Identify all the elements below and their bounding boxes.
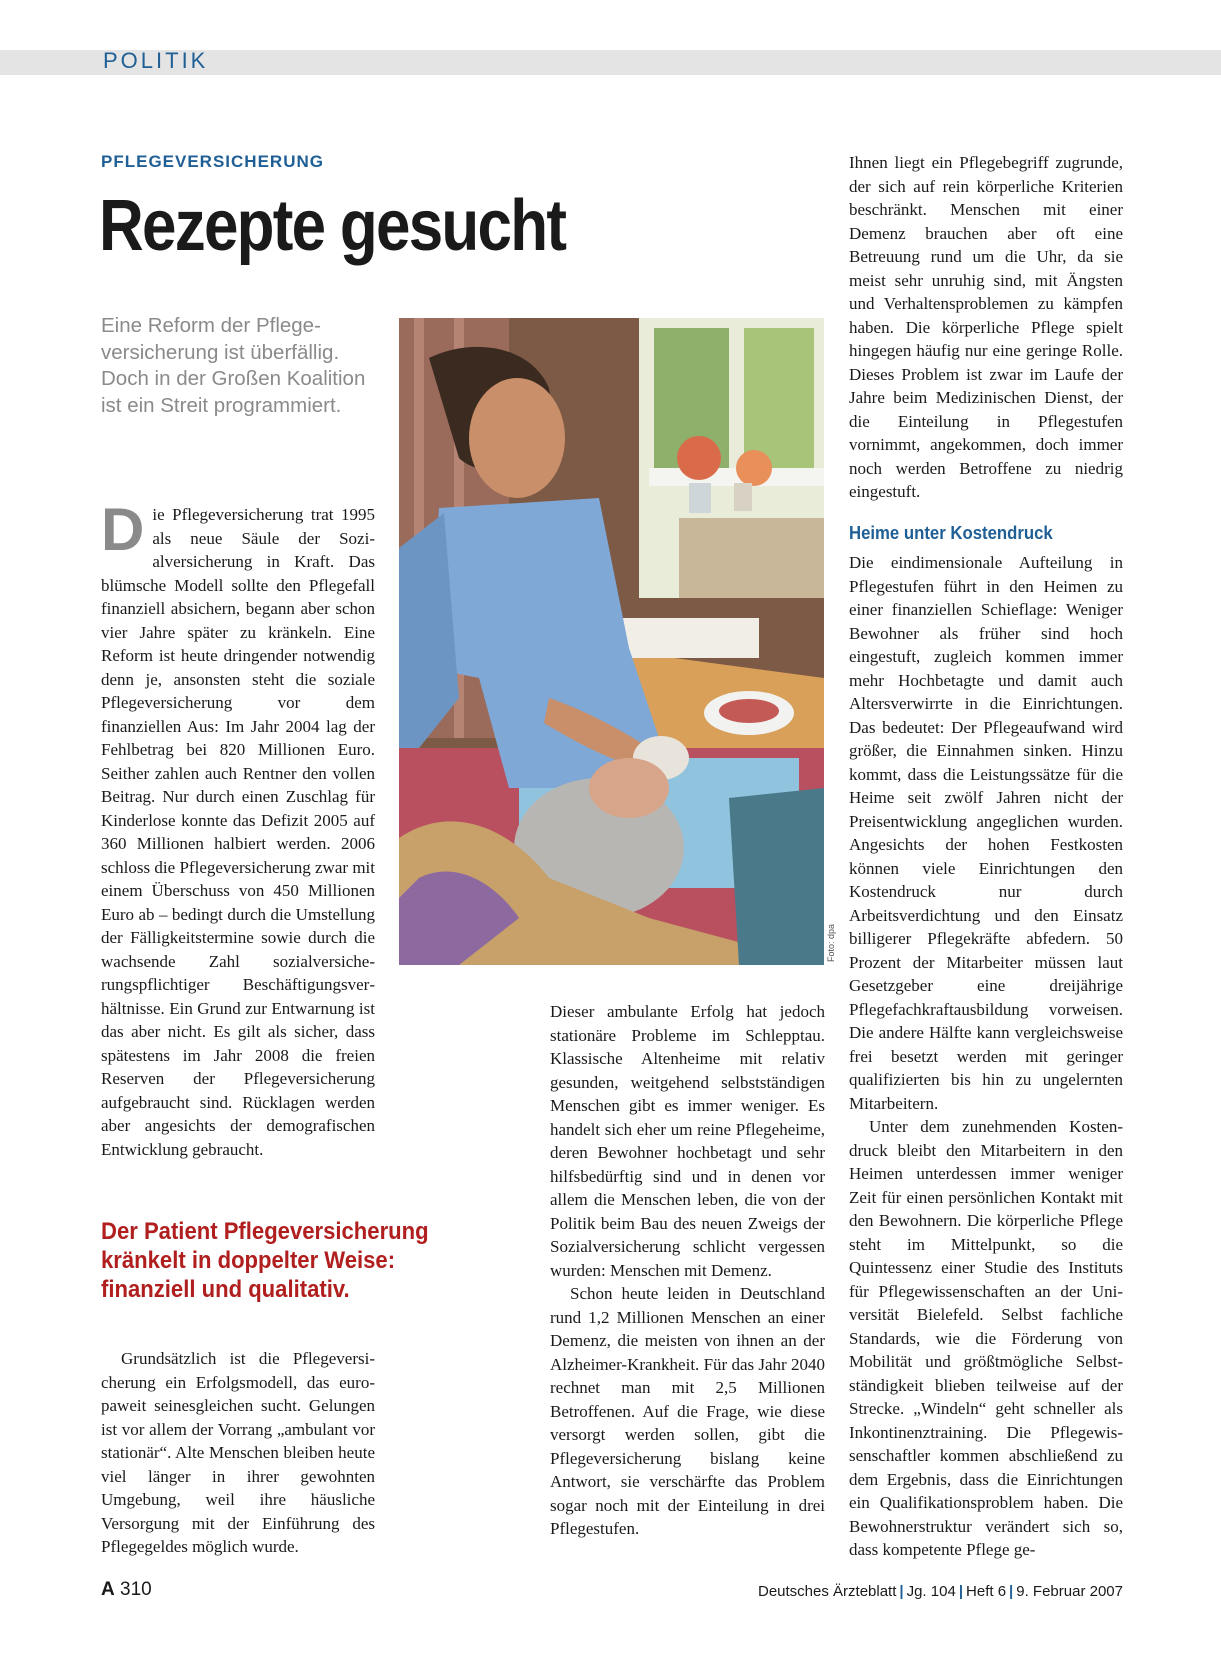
paragraph: ie Pflegeversicherung trat 1995 als neue Säule der Sozialversicherung in Kraft. Das blümsche Modell sollte den Pflegefall finanziell absichern, begann aber schon vier Jahre später zu kränkeln. Eine Reform ist heute dringender notwendig denn je, ansonsten steht die soziale Pflegeversicherung vor dem finanziellen Aus: Im Jahr 2004 lag der Fehlbetrag bei 820 Millionen Euro. Seither zahlen auch Rentner den vollen Beitrag. Nur durch einen Zuschlag für Kinderlose konnte das Defizit 2005 auf 360 Millionen halbiert werden. 2006 schloss die Pflegeversicherung zwar mit einem Überschuss von 450 Millionen Euro ab – bedingt durch die Umstellung der Fälligkeitstermine sowie durch die wachsende Zahl sozialversicherungspflichtiger Beschäftigungsverhältnisse. Ein Grund zur Entwarnung ist das aber nicht. Es gilt als sicher, dass spätestens im Jahr 2008 die freien Reserven der Pflegeversicherung aufgebraucht sind. Rücklagen werden aber angesichts der demografischen Entwicklung gebraucht.	[101, 505, 375, 1159]
article-lead: Eine Reform der Pflegeversicherung ist überfällig. Doch in der Großen Koalition ist ein Streit programmiert.	[101, 314, 366, 417]
section-label: POLITIK	[103, 48, 209, 73]
separator: |	[899, 1583, 904, 1600]
paragraph: Grundsätzlich ist die Pflegeversicherung ein Erfolgsmodell, das europaweit seinesgleichen sucht. Gelungen ist vor allem der Vorrang „ambulant vor stationär“. Alte Menschen bleiben heute viel länger in ihrer gewohnten Umgebung, weil ihre häusliche Versorgung mit der Einführung des Pflegegeldes möglich wurde.	[101, 1349, 375, 1556]
photo-credit: Foto: dpa	[826, 923, 836, 962]
drop-cap: D	[101, 496, 145, 563]
separator: |	[1009, 1583, 1014, 1600]
separator: |	[958, 1583, 964, 1600]
journal-date: 9. Februar 2007	[1016, 1583, 1123, 1600]
publication-info	[758, 1583, 1123, 1600]
column-1-continued	[101, 1347, 375, 1559]
paragraph: Ihnen liegt ein Pflegebegriff zugrunde, der sich auf rein körperliche Kriterien beschränkt. Menschen mit einer Demenz brauchen aber oft eine Betreuung rund um die Uhr, da sie meist sehr unruhig sind, mit Ängsten und Verhaltensproblemen zu kämpfen haben. Die körperliche Pflege spielt hingegen häufig nur eine geringe Rolle. Dieses Problem ist zwar im Laufe der Jahre beim Medizinischen Dienst, der die Einteilung in Pflegestufen vornimmt, angekommen, doch immer noch werden Betroffene zu niedrig eingestuft.	[849, 153, 1123, 501]
page-prefix: A	[101, 1579, 115, 1600]
column-3-continued	[849, 551, 1123, 1562]
article-kicker: PFLEGEVERSICHERUNG	[101, 152, 324, 171]
column-2-body	[550, 1000, 825, 1541]
column-3-body	[849, 151, 1123, 504]
article-headline: Rezepte gesucht	[99, 186, 566, 266]
paragraph: Schon heute leiden in Deutschland rund 1,2 Millionen Menschen an einer Demenz, die meisten von ihnen an der Alzheimer-Krankheit. Für das Jahr 2040 rechnet man mit 2,5 Millionen Betroffenen. Auf die Frage, wie diese versorgt werden sollen, gibt die Pflegeversicherung bislang keine Antwort, sie verschärfte das Problem sogar noch mit der Einteilung in drei Pflegestufen.	[550, 1284, 825, 1538]
paragraph: Die eindimensionale Aufteilung in Pflegestufen führt in den Heimen zu einer finanziellen Schieflage: Weniger Bewohner als früher sind hoch eingestuft, zugleich kommen immer mehr Hochbetagte und damit auch Altersverwirrte in die Einrichtungen. Das bedeutet: Der Pflegeaufwand wird größer, die Einnahmen sinken. Hinzu kommt, dass die Leistungssätze für die Heime seit zwölf Jahren nicht der Preisentwicklung angeglichen wurden. Angesichts der hohen Festkosten können viele Einrichtungen den Kostendruck nur durch Arbeitsverdichtung und den Einsatz billigerer Pflegekräfte abfedern. 50 Prozent der Mitarbeiter müssen laut Gesetzgeber eine dreijährige Pflegefachkraftausbildung vorweisen. Die andere Hälfte kann vergleichsweise frei besetzt werden mit geringer qualifizierten bis hin zu ungelernten Mitarbeitern.	[849, 553, 1123, 1113]
pull-quote: Der Patient Pflegeversicherung kränkelt in doppelter Weise: finanziell und qualitativ.	[101, 1218, 429, 1303]
nurse-feeding-patient-image	[399, 318, 824, 965]
column-1-body	[101, 496, 375, 1161]
page-number-value: 310	[120, 1579, 152, 1600]
paragraph: Unter dem zunehmenden Kostendruck bleibt den Mitarbeitern in den Heimen unterdessen immer weniger Zeit für einen persönlichen Kontakt mit den Bewohnern. Die körperliche Pflege steht im Mittelpunkt, so die Quintessenz einer Studie des Instituts für Pflegewissenschaften an der Universität Bielefeld. Selbst fachliche Standards, wie die Förderung von Mobilität und größtmögliche Selbstständigkeit blieben teilweise auf der Strecke. „Windeln“ geht schneller als Inkontinenztraining. Die Pflegewissenschaftler kommen abschließend zu dem Ergebnis, dass die Einrichtungen ein Qualifikationsproblem haben. Die Bewohnerstruktur verändert sich so, dass kompetente Pflege ge-	[849, 1117, 1123, 1559]
journal-name: Deutsches Ärzteblatt	[757, 1583, 897, 1600]
page-number	[101, 1579, 152, 1601]
article-photo	[399, 318, 824, 965]
subheading: Heime unter Kostendruck	[849, 523, 1053, 543]
paragraph: Dieser ambulante Erfolg hat jedoch stationäre Probleme im Schlepptau. Klassische Altenheime mit relativ gesunden, weitgehend selbstständigen Menschen gibt es immer weniger. Es handelt sich eher um reine Pflegeheime, deren Bewohner hochbetagt und sehr hilfsbedürftig sind und in denen vor allem die Menschen leben, die von der Politik beim Bau des neuen Zweigs der Sozialversicherung schlicht vergessen wurden: Menschen mit Demenz.	[550, 1002, 825, 1280]
journal-volume: Jg. 104	[906, 1583, 956, 1600]
journal-issue: Heft 6	[966, 1583, 1007, 1600]
